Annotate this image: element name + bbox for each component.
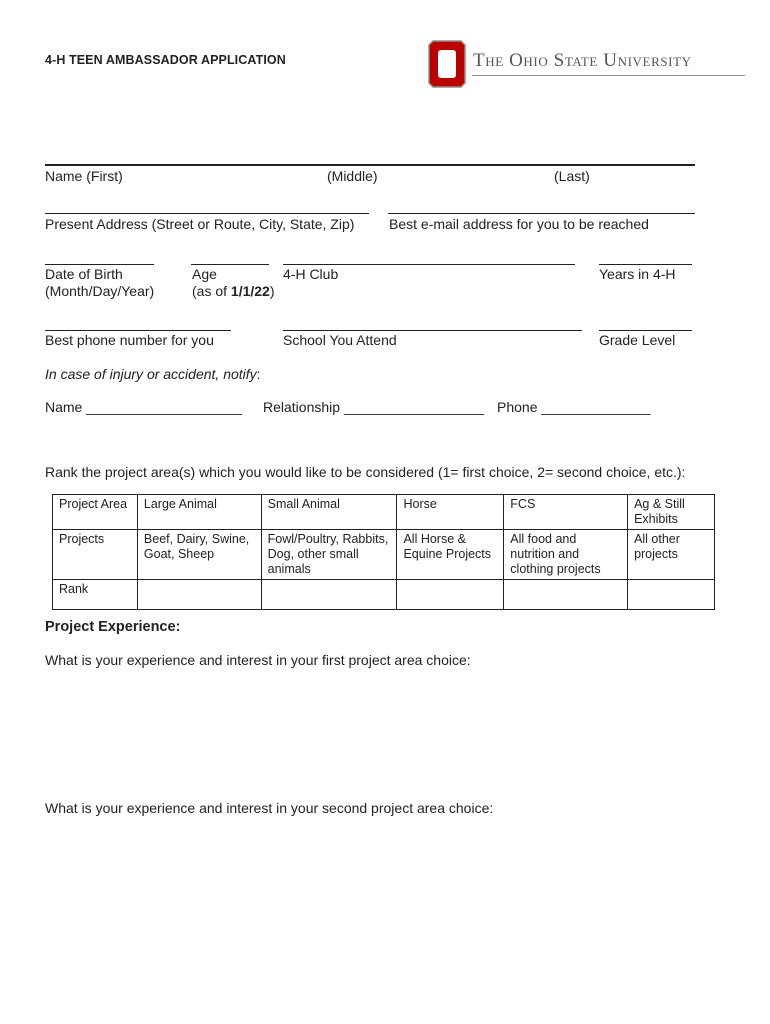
project-area-table — [52, 494, 715, 610]
rank-input-large-animal[interactable] — [137, 580, 261, 610]
table-cell: Rank — [53, 580, 138, 610]
table-cell: All Horse & Equine Projects — [397, 530, 504, 580]
block-o-logo-icon — [427, 39, 467, 89]
table-cell: All other projects — [628, 530, 715, 580]
experience-question-2: What is your experience and interest in your second project area choice: — [45, 800, 494, 816]
address-label: Present Address (Street or Route, City, State, Zip) — [45, 216, 355, 232]
table-cell: Projects — [53, 530, 138, 580]
table-row-projects — [53, 530, 715, 580]
table-cell: FCS — [504, 495, 628, 530]
emergency-heading: In case of injury or accident, notify: — [45, 366, 261, 382]
name-first-label: Name (First) — [45, 168, 123, 184]
experience-answer-2[interactable] — [45, 820, 695, 980]
school-line[interactable] — [283, 330, 582, 331]
emergency-name-field[interactable]: Name ____________________ — [45, 399, 242, 415]
rank-instructions: Rank the project area(s) which you would like to be considered (1= first choice, 2= second choice, etc.): — [45, 464, 686, 480]
rank-input-horse[interactable] — [397, 580, 504, 610]
grade-label: Grade Level — [599, 332, 676, 348]
table-cell: Beef, Dairy, Swine, Goat, Sheep — [137, 530, 261, 580]
page-title: 4-H TEEN AMBASSADOR APPLICATION — [45, 53, 286, 67]
age-as-of-label: (as of 1/1/22) — [192, 283, 275, 299]
emergency-phone-field[interactable]: Phone ______________ — [497, 399, 651, 415]
age-line[interactable] — [191, 264, 269, 265]
club-line[interactable] — [283, 264, 575, 265]
email-label: Best e-mail address for you to be reached — [389, 216, 649, 232]
table-cell: Large Animal — [137, 495, 261, 530]
age-label: Age — [192, 266, 217, 282]
rank-input-fcs[interactable] — [504, 580, 628, 610]
dob-format-label: (Month/Day/Year) — [45, 283, 155, 299]
table-cell: Horse — [397, 495, 504, 530]
rank-input-small-animal[interactable] — [261, 580, 397, 610]
name-line[interactable] — [45, 164, 695, 166]
table-row-project-area — [53, 495, 715, 530]
table-row-rank — [53, 580, 715, 610]
grade-line[interactable] — [599, 330, 692, 331]
experience-question-1: What is your experience and interest in your first project area choice: — [45, 652, 471, 668]
table-cell: Ag & Still Exhibits — [628, 495, 715, 530]
dob-line[interactable] — [45, 264, 154, 265]
logo-divider — [472, 75, 745, 76]
project-experience-heading: Project Experience: — [45, 619, 181, 635]
email-line[interactable] — [388, 213, 695, 214]
school-label: School You Attend — [283, 332, 397, 348]
years-line[interactable] — [599, 264, 692, 265]
table-cell: Fowl/Poultry, Rabbits, Dog, other small animals — [261, 530, 397, 580]
table-cell: All food and nutrition and clothing projects — [504, 530, 628, 580]
table-cell: Small Animal — [261, 495, 397, 530]
years-label: Years in 4-H — [599, 266, 676, 282]
rank-input-ag-still[interactable] — [628, 580, 715, 610]
experience-answer-1[interactable] — [45, 672, 695, 792]
name-last-label: (Last) — [554, 168, 590, 184]
university-name: The Ohio State University — [473, 50, 692, 71]
phone-label: Best phone number for you — [45, 332, 214, 348]
emergency-relationship-field[interactable]: Relationship __________________ — [263, 399, 485, 415]
club-label: 4-H Club — [283, 266, 339, 282]
dob-label: Date of Birth — [45, 266, 123, 282]
phone-line[interactable] — [45, 330, 231, 331]
address-line[interactable] — [45, 213, 369, 214]
name-middle-label: (Middle) — [327, 168, 378, 184]
table-cell: Project Area — [53, 495, 138, 530]
